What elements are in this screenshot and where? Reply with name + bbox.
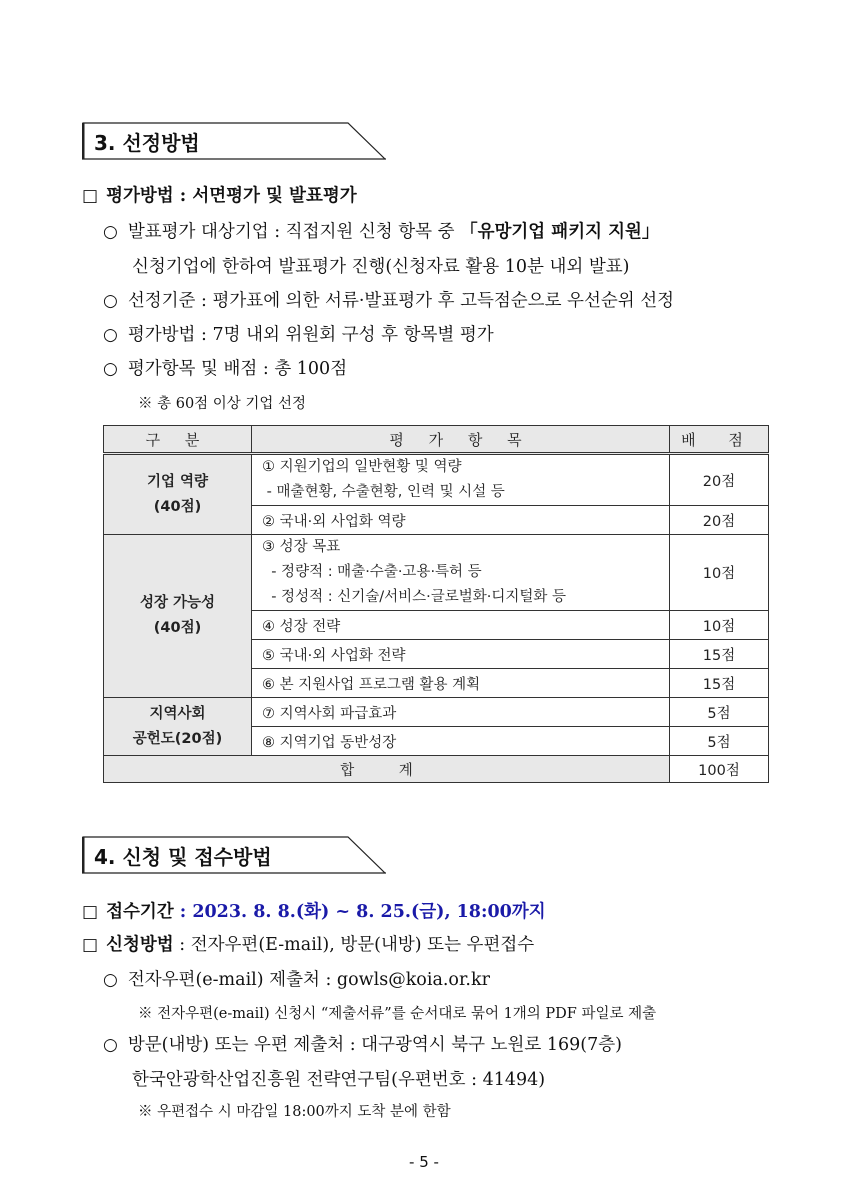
section-3-header <box>82 122 386 160</box>
item-cell: ⑤ 국내·외 사업화 전략 <box>252 640 670 669</box>
header-items: 평 가 항 목 <box>252 426 670 454</box>
score-cell: 5점 <box>670 698 769 727</box>
item-cell: ② 국내·외 사업화 역량 <box>252 506 670 535</box>
period-value: : 2023. 8. 8.(화) ~ 8. 25.(금), 18:00까지 <box>173 902 546 922</box>
evaluation-table <box>103 425 769 783</box>
item-cell: ④ 성장 전략 <box>252 611 670 640</box>
bullet-presentation-text: 발표평가 대상기업 : 직접지원 신청 항목 중 <box>127 222 461 242</box>
bullet-presentation-highlight: 「유망기업 패키지 지원」 <box>460 222 660 242</box>
bullet-criteria <box>103 289 674 313</box>
score-cell: 5점 <box>670 727 769 756</box>
header-score: 배 점 <box>670 426 769 454</box>
item-cell: ① 지원기업의 일반현황 및 역량 - 매출현황, 수출현황, 인력 및 시설 등 <box>252 454 670 506</box>
group-capability: 기업 역량 (40점) <box>104 454 252 535</box>
section-4-header <box>82 836 386 874</box>
visit-line <box>103 1033 622 1057</box>
method-line <box>82 933 534 957</box>
circle-bullet-icon: ○ <box>103 325 118 345</box>
email-text: 전자우편(e-mail) 제출처 : gowls@koia.or.kr <box>127 970 490 990</box>
bullet-committee-text: 평가방법 : 7명 내외 위원회 구성 후 항목별 평가 <box>127 325 494 345</box>
table-row <box>104 454 769 506</box>
circle-bullet-icon: ○ <box>103 970 118 990</box>
email-note: ※ 전자우편(e-mail) 신청시 “제출서류”를 순서대로 묶어 1개의 PDF 파일로 제출 <box>138 1006 657 1022</box>
visit-note: ※ 우편접수 시 마감일 18:00까지 도착 분에 한함 <box>138 1104 451 1120</box>
score-cell: 20점 <box>670 454 769 506</box>
circle-bullet-icon: ○ <box>103 359 118 379</box>
item-cell: ③ 성장 목표 - 정량적 : 매출·수출·고용·특허 등 - 정성적 : 신기술/서비스·글로벌화·디지털화 등 <box>252 535 670 611</box>
visit-cont: 한국안광학산업진흥원 전략연구팀(우편번호 : 41494) <box>132 1070 546 1090</box>
bullet-committee <box>103 323 494 347</box>
eval-method-line <box>82 184 357 208</box>
bullet-presentation-cont: 신청기업에 한하여 발표평가 진행(신청자료 활용 10분 내외 발표) <box>132 257 630 277</box>
header-category: 구 분 <box>104 426 252 454</box>
table-row <box>104 698 769 727</box>
group-community: 지역사회 공헌도(20점) <box>104 698 252 756</box>
item-cell: ⑥ 본 지원사업 프로그램 활용 계획 <box>252 669 670 698</box>
score-cell: 10점 <box>670 611 769 640</box>
score-cell: 20점 <box>670 506 769 535</box>
item-cell: ⑦ 지역사회 파급효과 <box>252 698 670 727</box>
circle-bullet-icon: ○ <box>103 291 118 311</box>
circle-bullet-icon: ○ <box>103 222 118 242</box>
section-4-title: 4. 신청 및 접수방법 <box>94 845 272 869</box>
eval-method-label: 평가방법 : 서면평가 및 발표평가 <box>106 186 357 206</box>
bullet-presentation <box>103 220 781 244</box>
square-bullet-icon: □ <box>82 186 99 206</box>
group-growth: 성장 가능성 (40점) <box>104 535 252 698</box>
table-total-row <box>104 756 769 783</box>
email-line <box>103 968 490 992</box>
period-label: 접수기간 <box>106 902 174 922</box>
score-cell: 15점 <box>670 669 769 698</box>
item-cell: ⑧ 지역기업 동반성장 <box>252 727 670 756</box>
bullet-score-text: 평가항목 및 배점 : 총 100점 <box>127 359 348 379</box>
method-label: 신청방법 <box>106 935 174 955</box>
page-number: - 5 - <box>409 1153 439 1171</box>
visit-text: 방문(내방) 또는 우편 제출처 : 대구광역시 북구 노원로 169(7층) <box>127 1035 622 1055</box>
bullet-score <box>103 357 347 381</box>
circle-bullet-icon: ○ <box>103 1035 118 1055</box>
period-line <box>82 900 546 924</box>
total-score: 100점 <box>670 756 769 783</box>
selection-note: ※ 총 60점 이상 기업 선정 <box>138 396 307 412</box>
bullet-criteria-text: 선정기준 : 평가표에 의한 서류·발표평가 후 고득점순으로 우선순위 선정 <box>127 291 675 311</box>
section-3-title: 3. 선정방법 <box>94 131 200 155</box>
score-cell: 10점 <box>670 535 769 611</box>
table-row <box>104 535 769 611</box>
score-cell: 15점 <box>670 640 769 669</box>
method-value: : 전자우편(E-mail), 방문(내방) 또는 우편접수 <box>173 935 535 955</box>
square-bullet-icon: □ <box>82 902 99 922</box>
square-bullet-icon: □ <box>82 935 99 955</box>
total-label: 합 계 <box>104 756 670 783</box>
table-header-row <box>104 426 769 454</box>
